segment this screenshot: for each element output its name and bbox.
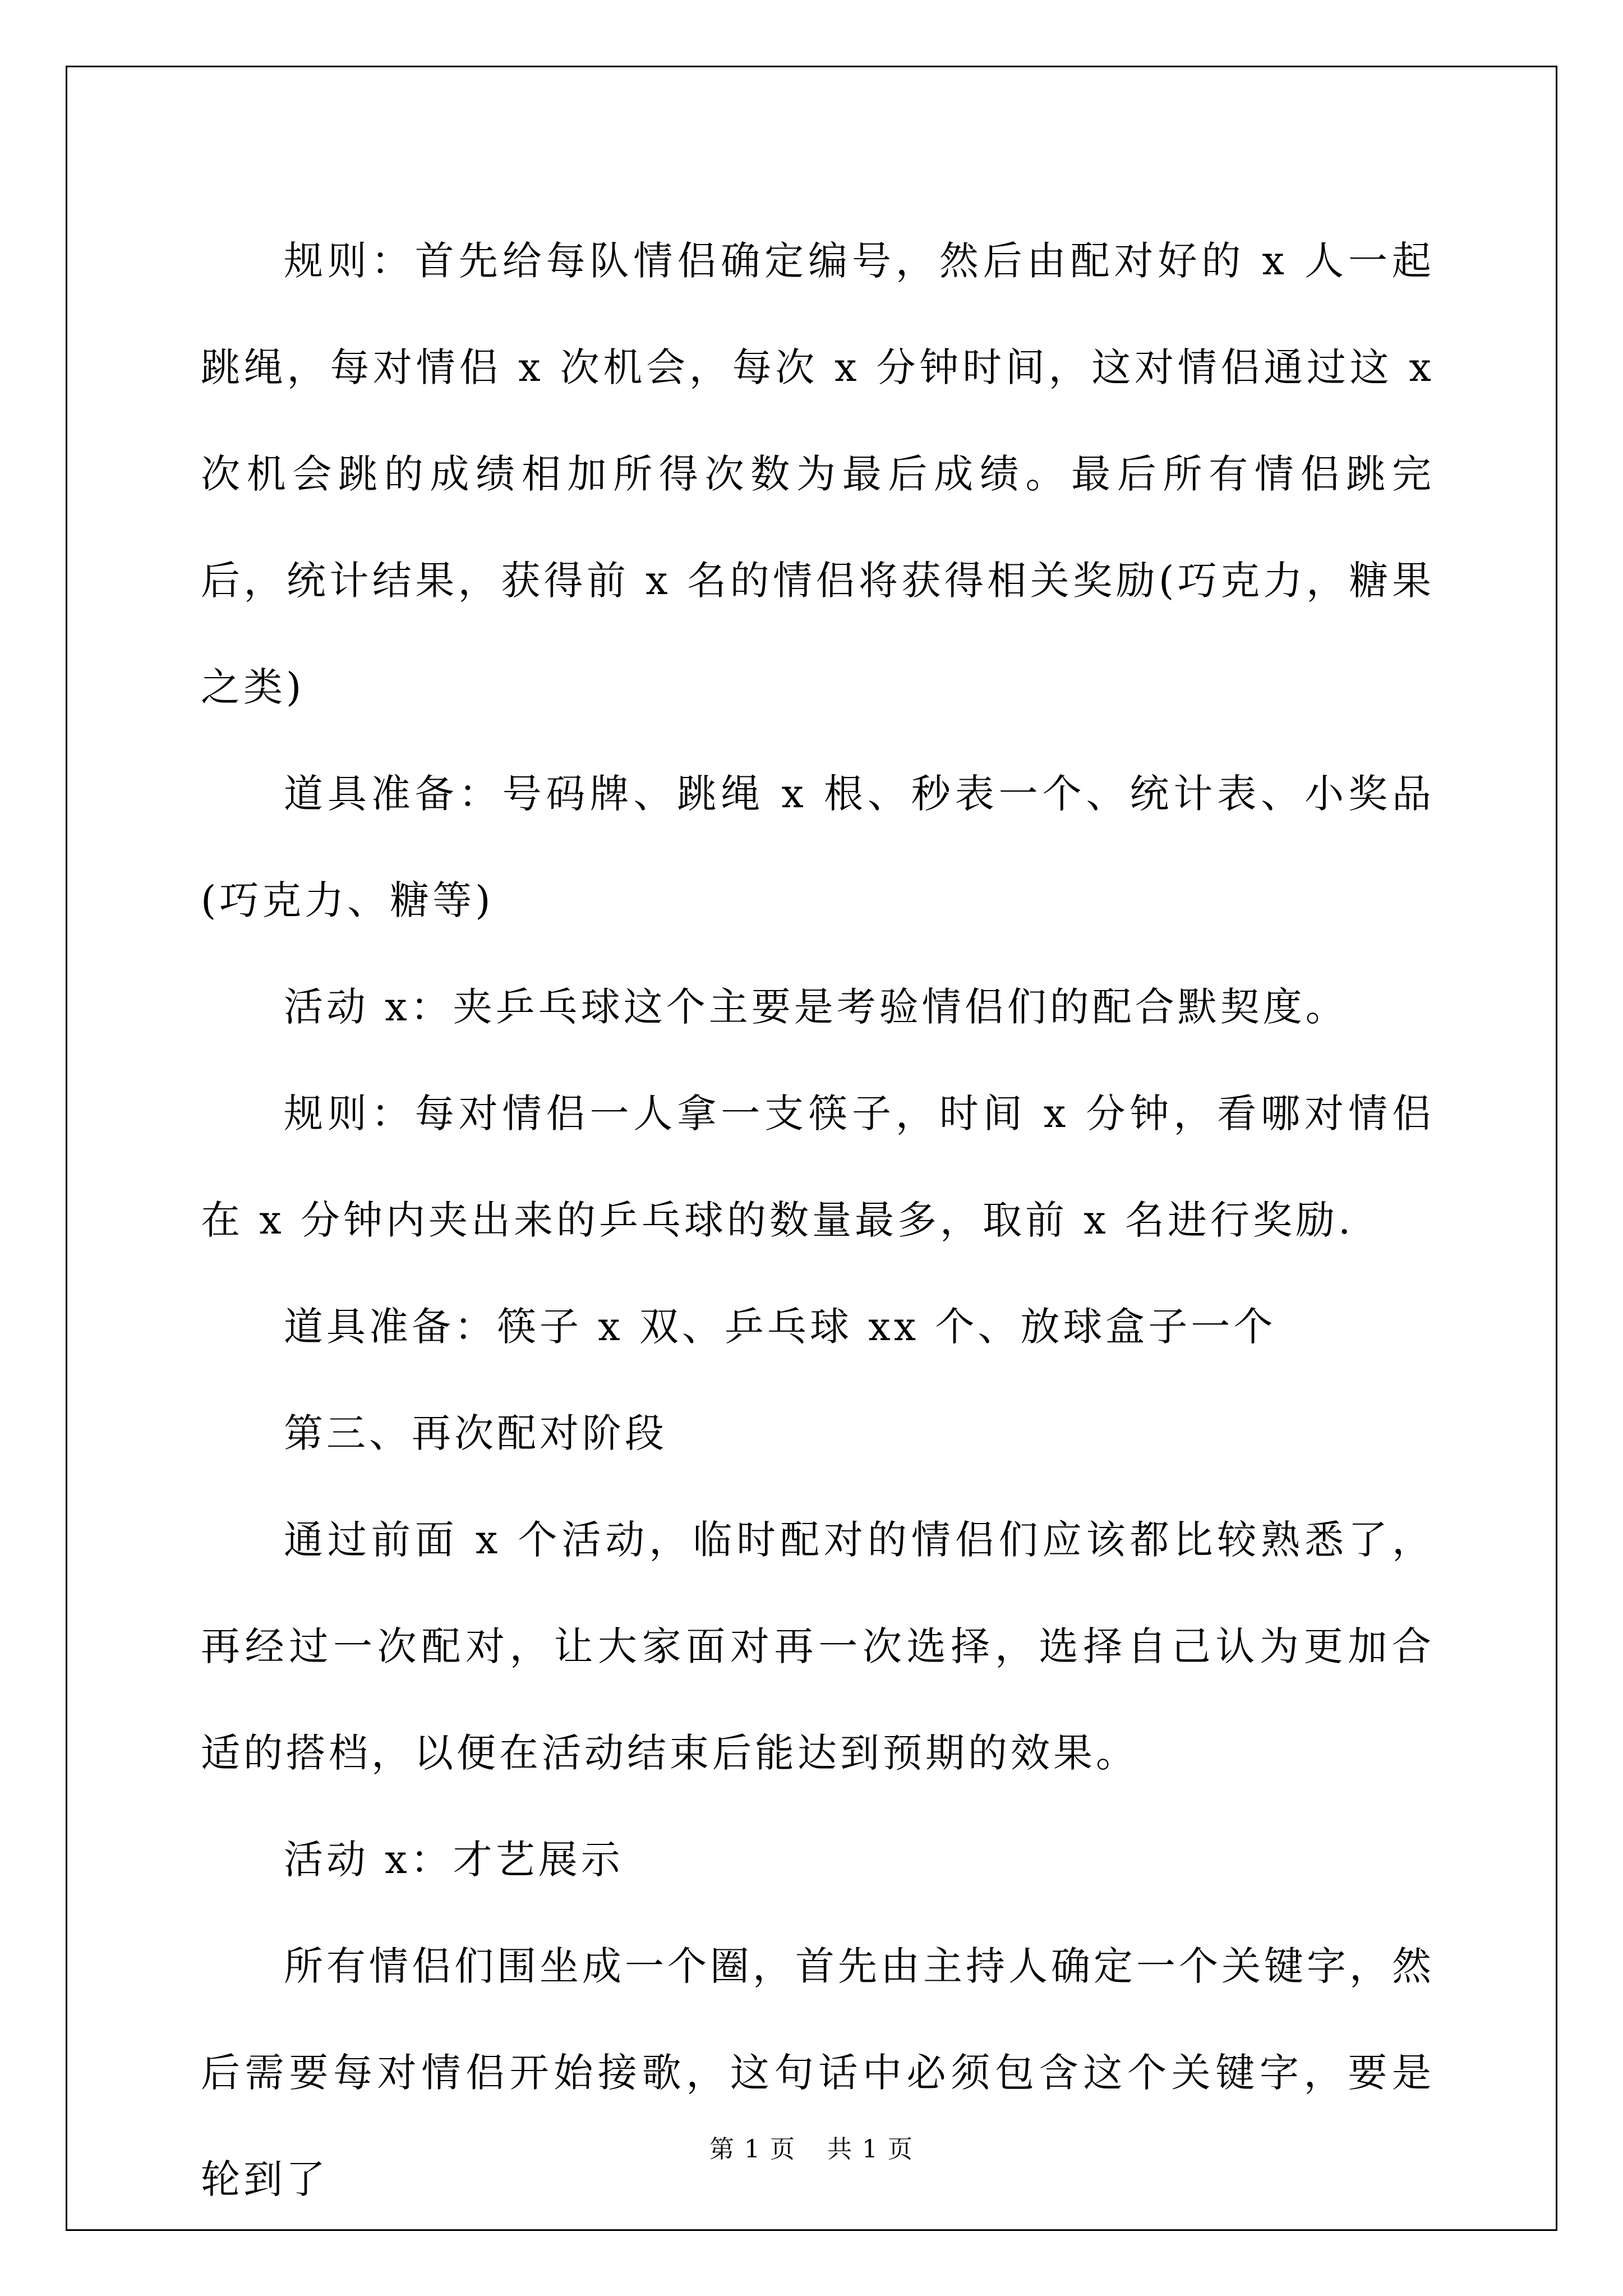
paragraph: 所有情侣们围坐成一个圈，首先由主持人确定一个关键字，然后需要每对情侣开始接歌，这句话中必须包含这个关键字，要是轮到了 — [201, 1943, 1435, 2202]
paragraph: 活动 x：夹乒乓球这个主要是考验情侣们的配合默契度。 — [284, 984, 1348, 1030]
page-footer — [0, 2129, 1623, 2165]
section-heading: 第三、再次配对阶段 — [284, 1410, 667, 1456]
paragraph: 活动 x：才艺展示 — [284, 1837, 624, 1883]
paragraph: 规则：每对情侣一人拿一支筷子，时间 x 分钟，看哪对情侣在 x 分钟内夹出来的乒乓球的数量最多，取前 x 名进行奖励. — [201, 1091, 1435, 1243]
paragraph: 道具准备：筷子 x 双、乒乓球 xx 个、放球盒子一个 — [284, 1304, 1276, 1350]
page-total: 共 1 页 — [827, 2135, 914, 2164]
paragraph: 道具准备：号码牌、跳绳 x 根、秒表一个、统计表、小奖品(巧克力、糖等) — [201, 771, 1435, 923]
page-number: 第 1 页 — [709, 2135, 796, 2164]
paragraph: 规则：首先给每队情侣确定编号，然后由配对好的 x 人一起跳绳，每对情侣 x 次机会，每次 x 分钟时间，这对情侣通过这 x 次机会跳的成绩相加所得次数为最后成绩。最后所有情侣跳完后，统计结果，获得前 x 名的情侣将获得相关奖励(巧克力，糖果之类) — [201, 238, 1435, 710]
paragraph: 通过前面 x 个活动，临时配对的情侣们应该都比较熟悉了，再经过一次配对，让大家面对再一次选择，选择自己认为更加合适的搭档，以便在活动结束后能达到预期的效果。 — [201, 1517, 1435, 1776]
document-body — [201, 208, 1435, 2233]
